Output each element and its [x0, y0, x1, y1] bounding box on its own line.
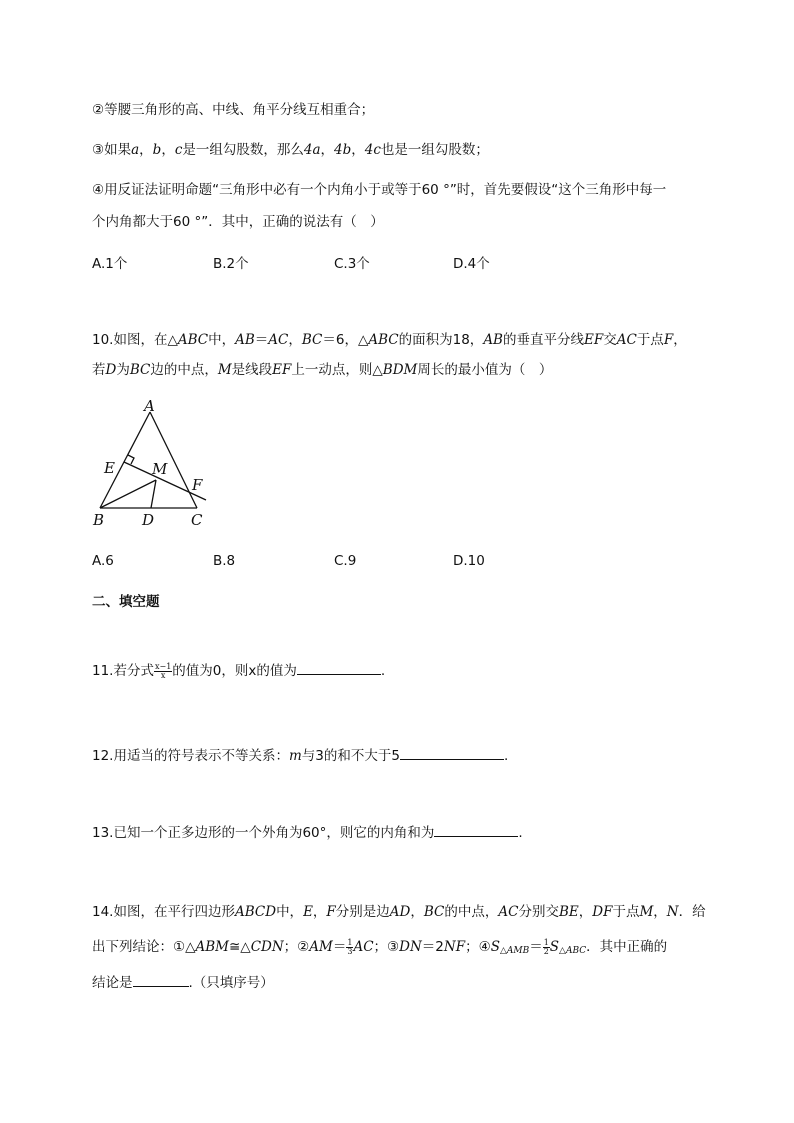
text: ．给 [678, 904, 706, 920]
fraction-numerator: 1 [543, 937, 549, 947]
var: F [663, 332, 674, 348]
var-4b: 4b [334, 142, 352, 158]
text: ③如果 [92, 142, 132, 158]
label-e: E [104, 459, 115, 477]
text: 的中点， [444, 904, 499, 920]
q9-statement-4-line-1: ④用反证法证明命题“三角形中必有一个内角小于或等于60 °”时，首先要假设“这个三角形中每一 [92, 182, 667, 198]
q9-statement-2: ②等腰三角形的高、中线、角平分线互相重合； [92, 102, 375, 118]
var: ABM [195, 939, 229, 955]
var: BE [558, 904, 579, 920]
q10-choice-b: B.8 [213, 553, 236, 569]
text: 的垂直平分线 [502, 332, 584, 348]
var: E [303, 904, 313, 920]
text: 交 [603, 332, 617, 348]
var: AC [268, 332, 289, 348]
q10-choices [92, 553, 712, 573]
text: 10.如图，在△ [92, 332, 178, 348]
text: 中， [276, 904, 304, 920]
text: 分别是边 [335, 904, 390, 920]
fraction-numerator: x−1 [154, 661, 172, 671]
text: 的面积为18， [398, 332, 484, 348]
text: ， [578, 904, 593, 920]
var: DF [592, 904, 613, 920]
var: EF [583, 332, 604, 348]
text: 上一动点，则△ [291, 362, 383, 378]
text: 也是一组勾股数； [380, 142, 489, 158]
var: S [490, 939, 500, 955]
text: ＝ [254, 332, 269, 348]
text: ；② [283, 939, 310, 955]
q10-choice-d: D.10 [453, 553, 485, 569]
section-title-fill-in: 二、填空题 [92, 594, 160, 610]
var: AC [498, 904, 519, 920]
var-c: c [174, 142, 183, 158]
fraction [543, 939, 550, 956]
segment-dm [151, 480, 156, 508]
q14-stem-line-1 [92, 902, 706, 922]
fraction-numerator: 1 [347, 937, 353, 947]
var: CDN [250, 939, 284, 955]
answer-blank[interactable] [400, 745, 504, 760]
text: ， [139, 142, 153, 158]
text: 与3的和不大于5 [301, 748, 400, 764]
var: AB [235, 332, 255, 348]
q10-choice-a: A.6 [92, 553, 114, 569]
text: 11.若分式 [92, 663, 154, 679]
text: . [503, 748, 509, 764]
label-c: C [191, 511, 203, 529]
text: 于点 [612, 904, 640, 920]
text: 13.已知一个正多边形的一个外角为60°，则它的内角和为 [92, 825, 435, 841]
var-4c: 4c [364, 142, 381, 158]
fraction-denominator: 3 [347, 946, 353, 956]
q9-choice-b: B.2个 [213, 256, 249, 272]
var: BDM [382, 362, 418, 378]
text: 周长的最小值为（ ） [417, 362, 553, 378]
label-b: B [93, 511, 105, 529]
text: 分别交 [518, 904, 559, 920]
q10-stem-line-1 [92, 330, 687, 350]
var: AM [309, 939, 333, 955]
text: 14.如图，在平行四边形 [92, 904, 235, 920]
text: ， [312, 904, 327, 920]
text: ．其中正确的 [586, 939, 668, 955]
q13-stem [92, 822, 523, 843]
q10-stem-line-2 [92, 360, 552, 380]
segment-bm [100, 480, 156, 508]
q9-choice-a: A.1个 [92, 256, 128, 272]
label-f: F [192, 476, 203, 494]
fraction-denominator: x [160, 670, 166, 680]
text: ， [288, 332, 302, 348]
text: 出下列结论：①△ [92, 939, 196, 955]
var: N [666, 904, 679, 920]
text: 于点 [636, 332, 664, 348]
var: M [639, 904, 654, 920]
var: S [549, 939, 560, 955]
text: 是线段 [231, 362, 273, 378]
var: BC [129, 362, 151, 378]
label-d: D [142, 511, 155, 529]
answer-blank[interactable] [297, 660, 381, 675]
var: BC [301, 332, 323, 348]
text: ， [653, 904, 667, 920]
var: D [105, 362, 117, 378]
text: 的值为0，则x的值为 [172, 663, 297, 679]
text: ， [320, 142, 335, 158]
text: ＝ [332, 939, 347, 955]
text: ， [673, 332, 687, 348]
q12-stem [92, 745, 508, 766]
q9-statement-3 [92, 140, 489, 160]
answer-blank[interactable] [434, 822, 518, 837]
q9-choices [92, 252, 712, 272]
q14-stem-line-2 [92, 937, 667, 961]
text: ， [410, 904, 424, 920]
var-a: a [131, 142, 140, 158]
var: M [217, 362, 232, 378]
var: F [326, 904, 336, 920]
q9-choice-c: C.3个 [334, 256, 370, 272]
label-a: A [144, 397, 155, 415]
text: 为 [116, 362, 130, 378]
var: EF [272, 362, 292, 378]
label-m: M [152, 460, 168, 478]
var: DN [399, 939, 422, 955]
text: 12.用适当的符号表示不等关系： [92, 748, 289, 764]
var: AC [353, 939, 374, 955]
text: ≅△ [229, 939, 251, 955]
text: ；③ [373, 939, 400, 955]
var: ABCD [234, 904, 277, 920]
text: . [518, 825, 523, 841]
text: 是一组勾股数，那么 [182, 142, 304, 158]
text: ， [161, 142, 175, 158]
var: NF [443, 939, 466, 955]
q14-stem-line-3 [92, 972, 274, 993]
q10-choice-c: C.9 [334, 553, 357, 569]
var: AD [389, 904, 411, 920]
text: .（只填序号） [188, 975, 274, 991]
text: 边的中点， [150, 362, 218, 378]
var: AB [483, 332, 503, 348]
text: ， [351, 142, 365, 158]
var: ABC [177, 332, 209, 348]
subscript: △AMB [499, 946, 530, 956]
fraction-denominator: 2 [543, 946, 549, 956]
var-b: b [152, 142, 162, 158]
subscript: △ABC [559, 946, 587, 956]
answer-blank[interactable] [133, 972, 189, 987]
right-angle-mark [128, 455, 134, 464]
q11-stem [92, 660, 385, 681]
var: BC [423, 904, 445, 920]
fraction [154, 663, 172, 680]
text: ＝ [529, 939, 543, 955]
var-4a: 4a [303, 142, 321, 158]
text: ＝6，△ [322, 332, 369, 348]
q9-statement-4-line-2: 个内角都大于60 °”．其中，正确的说法有（ ） [92, 214, 384, 230]
var-m: m [288, 748, 302, 764]
text: ＝2 [421, 939, 444, 955]
text: 若 [92, 362, 106, 378]
var: AC [616, 332, 637, 348]
text: 结论是 [92, 975, 133, 991]
q9-choice-d: D.4个 [453, 256, 490, 272]
text: 中， [208, 332, 236, 348]
text: . [380, 663, 386, 679]
text: ；④ [465, 939, 491, 955]
var: ABC [368, 332, 399, 348]
triangle-figure [88, 396, 218, 531]
